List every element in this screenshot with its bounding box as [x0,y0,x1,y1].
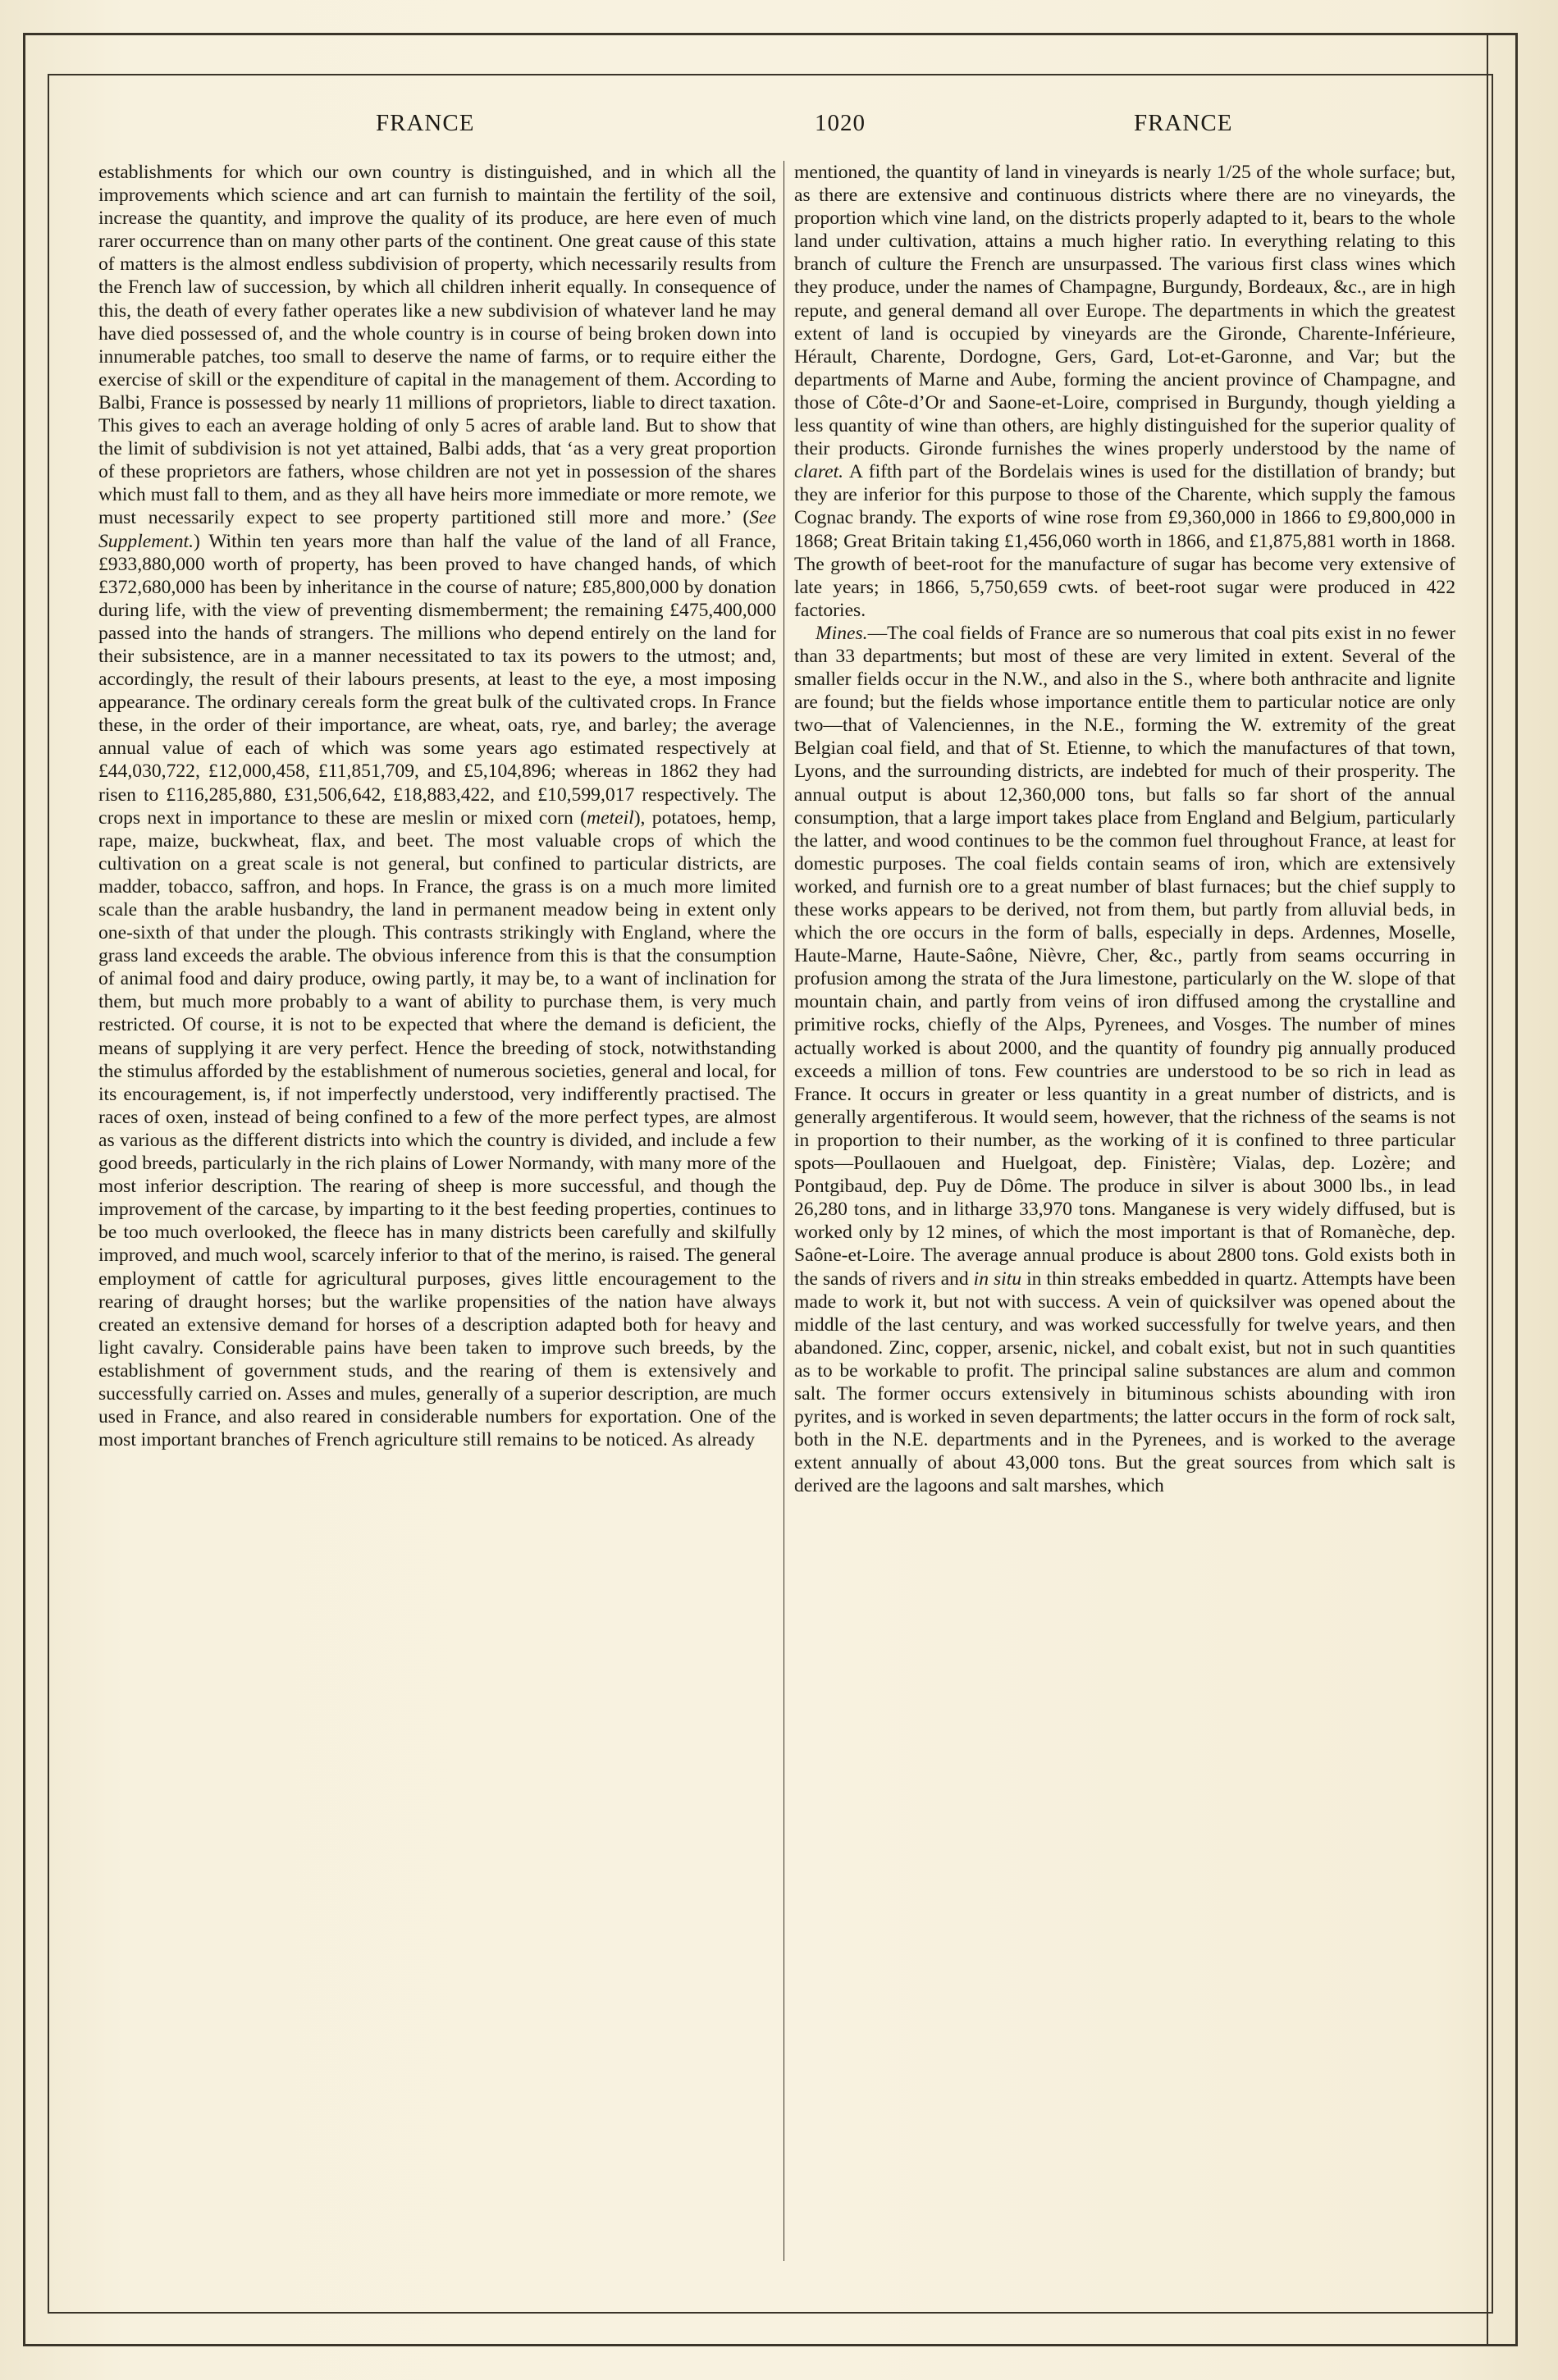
text-run: —The coal fields of France are so numerous that coal pits exist in no fewer than 33 departments; but most of these are very limited in extent. Several of the smaller fields occur in the N.W., and also in the S., where both anthracite and lignite are found; but the fields whose importance entitle them to particular notice are only two—that of Valenciennes, in the N.E., forming the W. extremity of the great Belgian coal field, and that of St. Etienne, to which the manufactures of that town, Lyons, and the surrounding districts, are indebted for much of their prosperity. The annual output is about 12,360,000 tons, but falls so far short of the annual consumption, that a large import takes place from England and Belgium, particularly the latter, and wood continues to be the common fuel throughout France, at least for domestic purposes. The coal fields contain seams of iron, which are extensively worked, and furnish ore to a great number of blast furnaces; but the chief supply to these works appears to be derived, not from them, but partly from alluvial beds, in which the ore occurs in the form of balls, especially in deps. Ardennes, Moselle, Haute-Marne, Haute-Saône, Nièvre, Cher, &c., partly from seams occurring in profusion among the strata of the Jura limestone, particularly on the W. slope of that mountain chain, and partly from veins of iron diffused among the crystalline and primitive rocks, chiefly of the Alps, Pyrenees, and Vosges. The number of mines actually worked is about 2000, and the quantity of foundry pig annually produced exceeds a million of tons. Few countries are understood to be so rich in lead as France. It occurs in greater or less quantity in a great number of districts, and is generally argentiferous. It would seem, however, that the richness of the seams is not in proportion to their number, as the working of it is confined to three particular spots—Poullaouen and Huelgoat, dep. Finistère; Vialas, dep. Lozère; and Pontgibaud, dep. Puy de Dôme. The produce in silver is about 3000 lbs., in lead 26,280 tons, and in litharge 33,970 tons. Manganese is very widely diffused, but is worked only by 12 mines, of which the most important is that of Romanèche, dep. Saône-et-Loire. The average annual produce is about 2800 tons. Gold exists both in the sands of rivers and [794,622,1455,1290]
vineyards-paragraph [794,161,1455,622]
in-situ-term: in situ [973,1268,1022,1290]
header-right-title: FRANCE [1134,110,1233,136]
header-left-title: FRANCE [376,110,475,136]
text-run: ) Within ten years more than half the value of the land of all France, £933,880,000 worth of property, has been proved to have changed hands, of which £372,680,000 has been by inheritance in the course of nature; £85,800,000 by donation during life, with the view of preventing dismemberment; the remaining £475,400,000 passed into the hands of strangers. The millions who depend entirely on the land for their subsistence, are in a manner necessitated to tax its powers to the utmost; and, accordingly, the result of their labours presents, at least to the eye, a most imposing appearance. The ordinary cereals form the great bulk of the cultivated crops. In France these, in the order of their importance, are wheat, oats, rye, and barley; the average annual value of each of which was some years ago estimated respectively at £44,030,722, £12,000,458, £11,851,709, and £5,104,896; whereas in 1862 they had risen to £116,285,880, £31,506,642, £18,883,422, and £10,599,017 respectively. The crops next in importance to these are meslin or mixed corn ( [98,530,776,829]
page-number: 1020 [815,110,866,136]
text-run: in thin streaks embedded in quartz. Attempts have been made to work it, but not with success. A vein of quicksilver was opened about the middle of the last century, and was worked successfully for twelve years, and then abandoned. Zinc, copper, arsenic, nickel, and cobalt exist, but not in such quantities as to be workable to profit. The principal saline substances are alum and common salt. The former occurs extensively in bituminous schists abounding with iron pyrites, and is worked in seven departments; the latter occurs in the form of rock salt, both in the N.E. departments and in the Pyrenees, and is worked to the average extent annually of about 43,000 tons. But the great sources from which salt is derived are the lagoons and salt marshes, which [794,1268,1455,1497]
agriculture-paragraph [98,161,776,1451]
left-text-column [98,161,776,2261]
text-run: of the whole surface; but, as there are extensive and continuous districts where there are no vineyards, the proportion which vine land, on the districts properly adapted to it, bears to the whole land under cultivation, attains a much higher ratio. In everything relating to this branch of culture the French are unsurpassed. The various first class wines which they produce, under the names of Champagne, Burgundy, Bordeaux, &c., are in high repute, and general demand all over Europe. The departments in which the greatest extent of land is occupied by vineyards are the Gironde, Charente-Inférieure, Hérault, Charente, Dordogne, Gers, Gard, Lot-et-Garonne, and Var; but the departments of Marne and Aube, forming the ancient province of Champagne, and those of Côte-d’Or and Saone-et-Loire, comprised in Burgundy, though yielding a less quantity of wine than others, are highly distinguished for the superior quality of their products. Gironde furnishes the wines properly understood by the name of [794,162,1455,460]
text-run: mentioned, the quantity of land in vineyards is nearly [794,162,1217,183]
meteil-term: meteil [587,806,634,829]
fraction: 1/25 [1216,162,1251,183]
claret-term: claret. [794,461,844,483]
text-run: establishments for which our own country is distinguished, and in which all the improvements which science and art can furnish to maintain the fertility of the soil, increase the quantity, and improve the quality of its produce, are here even of much rarer occurrence than on many other parts of the continent. One great cause of this state of matters is the almost endless subdivision of property, which necessarily results from the French law of succession, by which all children inherit equally. In consequence of this, the death of every father operates like a new subdivision of whatever land he may have died possessed of, and the whole country is in course of being broken down into innumerable patches, too small to deserve the name of farms, or to require either the exercise of skill or the expenditure of capital in the management of them. According to Balbi, France is possessed by nearly 11 millions of proprietors, liable to direct taxation. This gives to each an average holding of only 5 acres of arable land. But to show that the limit of subdivision is not yet attained, Balbi adds, that ‘as a very great proportion of these proprietors are fathers, whose children are not yet in possession of the shares which must fall to them, and as they all have heirs more immediate or more remote, we must necessarily expect to see property partitioned still more and more.’ ( [98,162,776,529]
mines-paragraph [794,622,1455,1498]
text-run: A fifth part of the Bordelais wines is used for the distillation of brandy; but they are inferior for this purpose to those of the Charente, which supply the famous Cognac brandy. The exports of wine rose from £9,360,000 in 1866 to £9,800,000 in 1868; Great Britain taking £1,456,060 worth in 1866, and £1,875,881 worth in 1868. The growth of beet-root for the manufacture of sugar has become very extensive of late years; in 1866, 5,750,659 cwts. of beet-root sugar were produced in 422 factories. [794,461,1455,621]
supplement-reference: See Supplement. [98,507,776,552]
mines-heading: Mines. [816,622,868,644]
text-run: ), potatoes, hemp, rape, maize, buckwheat, flax, and beet. The most valuable crops of which the cultivation on a great scale is not general, but confined to particular districts, are madder, tobacco, saffron, and hops. In France, the grass is on a much more limited scale than the arable husbandry, the land in permanent meadow being in extent only one-sixth of that under the plough. This contrasts strikingly with England, where the grass land exceeds the arable. The obvious inference from this is that the consumption of animal food and dairy produce, owing partly, it may be, to a want of inclination for them, but much more probably to a want of ability to purchase them, is very much restricted. Of course, it is not to be expected that where the demand is deficient, the means of supplying it are very perfect. Hence the breeding of stock, notwithstanding the stimulus afforded by the establishment of numerous societies, general and local, for its encouragement, is, if not imperfectly understood, very indifferently practised. The races of oxen, instead of being confined to a few of the more perfect types, are almost as various as the different districts into which the country is divided, and include a few good breeds, particularly in the rich plains of Lower Normandy, with many more of the most inferior description. The rearing of sheep is more successful, and though the improvement of the carcase, by imparting to it the best feeding properties, continues to be too much overlooked, the fleece has in many districts been carefully and skilfully improved, and much wool, scarcely inferior to that of the merino, is raised. The general employment of cattle for agricultural purposes, gives little encouragement to the rearing of draught horses; but the warlike propensities of the nation have always created an extensive demand for horses of a description adapted both for heavy and light cavalry. Considerable pains have been taken to improve such breeds, by the establishment of government studs, and the rearing of them is extensively and successfully carried on. Asses and mules, generally of a superior description, are much used in France, and also reared in considerable numbers for exportation. One of the most important branches of French agriculture still remains to be noticed. As already [98,806,776,1451]
right-text-column [794,161,1455,2261]
running-head [66,110,1477,143]
